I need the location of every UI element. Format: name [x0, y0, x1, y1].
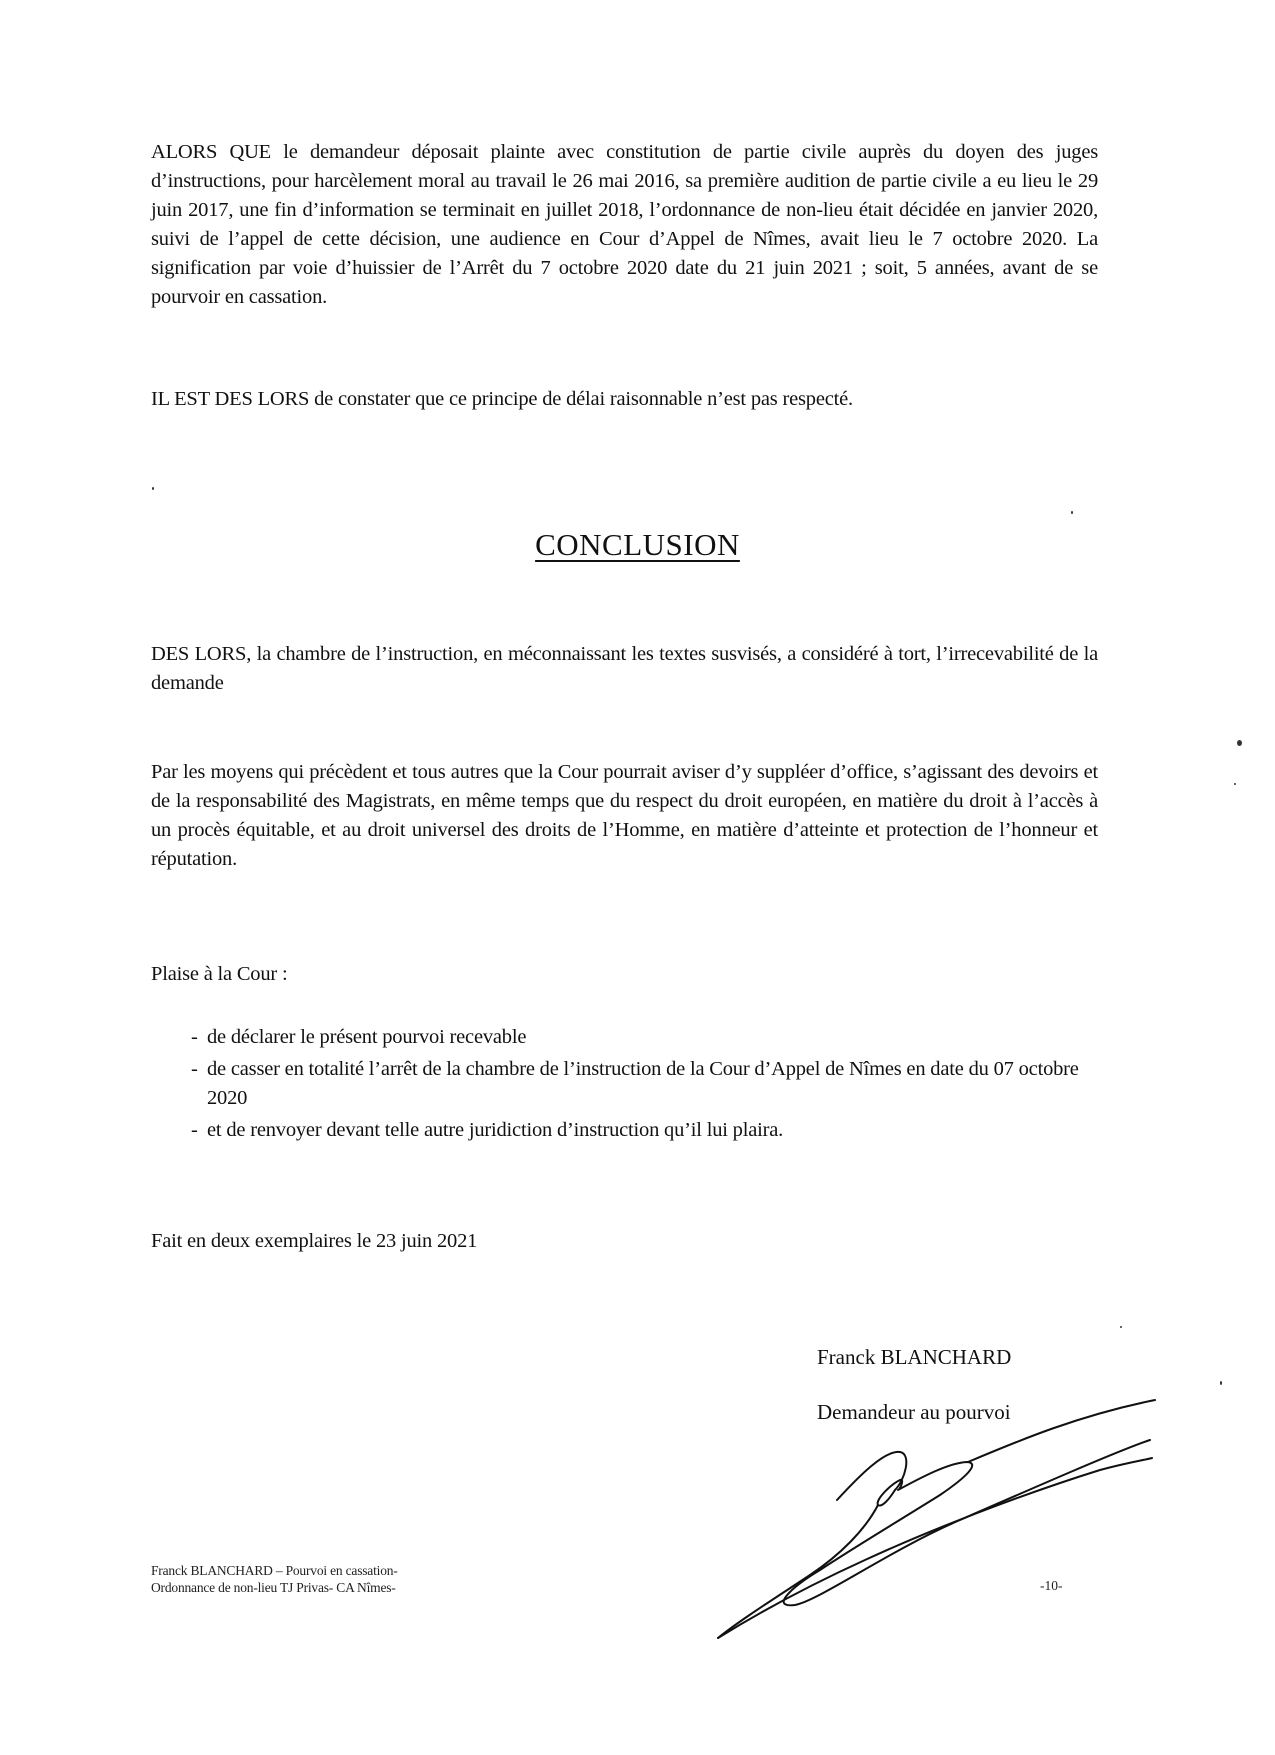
- paragraph-alors-que: ALORS QUE le demandeur déposait plainte avec constitution de partie civile auprès du doyen des juges d’instructions, pour harcèlement moral au travail le 26 mai 2016, sa première audition de partie civile a eu lieu le 29 juin 2017, une fin d’information se terminait en juillet 2018, l’ordonnance de non-lieu était décidée en janvier 2020, suivi de l’appel de cette décision, une audience en Cour d’Appel de Nîmes, avait lieu le 7 octobre 2020. La signification par voie d’huissier de l’Arrêt du 7 octobre 2020 date du 21 juin 2021 ; soit, 5 années, avant de se pourvoir en cassation.: [151, 141, 1098, 308]
- conclusion-heading: [0, 527, 1275, 563]
- list-dash: -: [191, 1058, 198, 1080]
- handwritten-signature: [700, 1380, 1275, 1660]
- scan-speck: [1120, 1326, 1122, 1328]
- footer-line-1: Franck BLANCHARD – Pourvoi en cassation-: [151, 1563, 398, 1578]
- document-footer: [151, 1562, 398, 1596]
- signatory-name: Franck BLANCHARD: [817, 1345, 1012, 1369]
- paragraph-des-lors: DES LORS, la chambre de l’instruction, en méconnaissant les textes susvisés, a considéré à tort, l’irrecevabilité de la demande: [151, 643, 1098, 694]
- paragraph-par-les-moyens: Par les moyens qui précèdent et tous autres que la Cour pourrait aviser d’y suppléer d’office, s’agissant des devoirs et de la responsabilité des Magistrats, en même temps que du respect du droit européen, en matière du droit à l’accès à un procès équitable, et au droit universel des droits de l’Homme, en matière d’atteinte et protection de l’honneur et réputation.: [151, 761, 1098, 870]
- list-item-text: de casser en totalité l’arrêt de la chambre de l’instruction de la Cour d’Appel de Nîmes en date du 07 octobre 2020: [207, 1058, 1079, 1109]
- list-item: [151, 1055, 1098, 1113]
- page-number: -10-: [1040, 1578, 1063, 1593]
- list-item-text: de déclarer le présent pourvoi recevable: [207, 1026, 527, 1048]
- list-item-text: et de renvoyer devant telle autre juridiction d’instruction qu’il lui plaira.: [207, 1119, 784, 1141]
- paragraph-plaise: Plaise à la Cour :: [151, 963, 288, 985]
- scan-speck: [1234, 783, 1236, 785]
- paragraph-fait: Fait en deux exemplaires le 23 juin 2021: [151, 1230, 478, 1252]
- list-item: [151, 1116, 1098, 1145]
- signatory-role: Demandeur au pourvoi: [817, 1400, 1011, 1424]
- paragraph-il-est-des-lors: IL EST DES LORS de constater que ce principe de délai raisonnable n’est pas respecté.: [151, 388, 853, 410]
- list-dash: -: [191, 1026, 198, 1048]
- scan-speck: [152, 487, 154, 490]
- scan-speck: [1220, 1381, 1222, 1385]
- scan-speck: [1071, 511, 1073, 514]
- scan-speck: [1237, 740, 1242, 746]
- requests-list: [151, 1023, 1098, 1148]
- conclusion-heading-text: CONCLUSION: [535, 527, 740, 562]
- footer-line-2: Ordonnance de non-lieu TJ Privas- CA Nîmes-: [151, 1580, 396, 1595]
- list-item: [151, 1023, 1098, 1052]
- list-dash: -: [191, 1119, 198, 1141]
